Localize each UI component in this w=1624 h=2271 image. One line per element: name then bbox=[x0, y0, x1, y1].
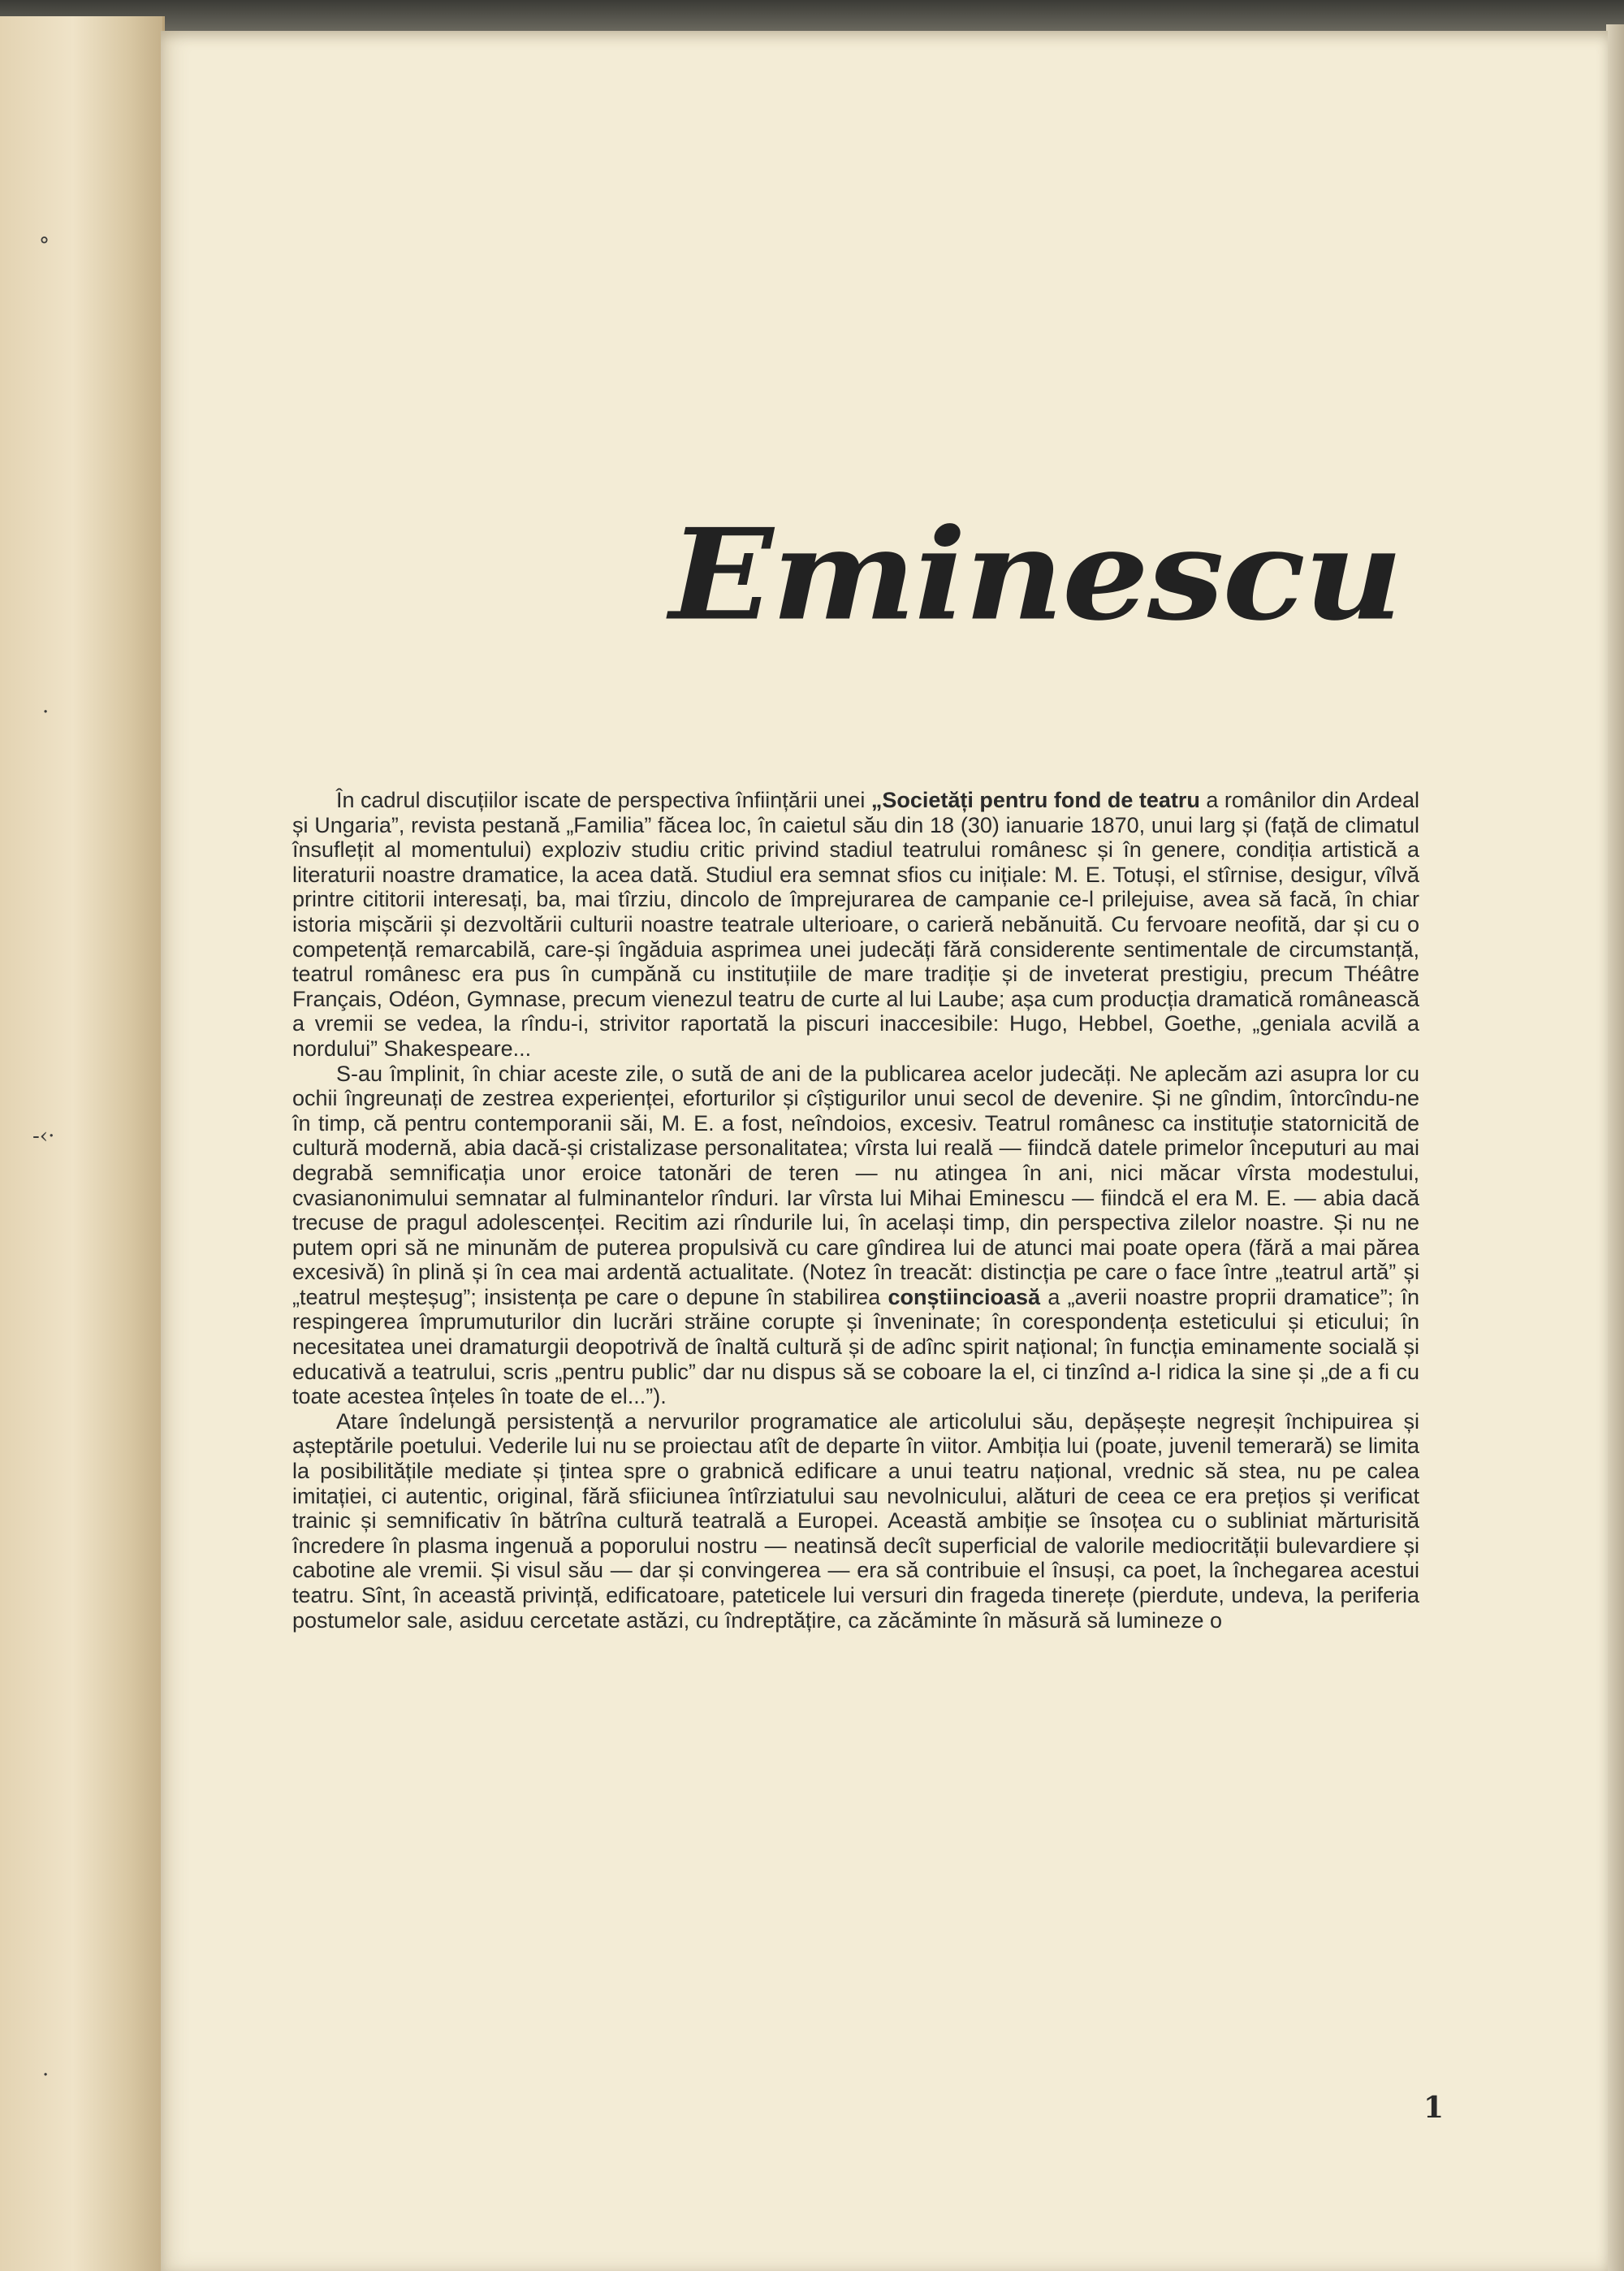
paragraph-3 bbox=[292, 1409, 1419, 1633]
binding-mark-3: -‹· bbox=[32, 1124, 55, 1148]
paragraph-text: În cadrul discuțiilor iscate de perspectiva înființării unei bbox=[336, 788, 871, 812]
paragraph-2 bbox=[292, 1062, 1419, 1409]
book-binding-edge bbox=[0, 16, 165, 2271]
paragraph-text: a românilor din Ardeal și Ungaria”, revista pestană „Familia” făcea loc, în caietul său din 18 (30) ianuarie 1870, unui larg și (față de climatul însuflețit al momentului) exploziv studiu critic privind stadiul teatrului românesc și în genere, condiția artistică a literaturii noastre dramatice, la acea dată. Studiul era semnat sfios cu inițiale: M. E. Totuși, el stîrnise, desigur, vîlvă printre cititorii interesați, ba, mai tîrziu, dincolo de împrejurarea de campanie ce-l prilejuise, avea să facă, în chiar istoria mișcării și dezvoltării culturii noastre teatrale ulterioare, o carieră nebănuită. Cu fervoare neofită, dar și cu o competență remarcabilă, care-și îngăduia asprimea unei judecăți fără considerente sentimentale de circumstanță, teatrul românesc era pus în cumpănă cu instituțiile de mare tradiție și de inveterat prestigiu, precum Théâtre Français, Odéon, Gymnase, precum vienezul teatru de curte al lui Laube; așa cum producția dramatică românească a vremii se vedea, la rîndu-i, strivitor raportată la piscuri inaccesibile: Hugo, Hebbel, Goethe, „geniala acvilă a nordului” Shakespeare... bbox=[292, 788, 1420, 1061]
paragraph-1 bbox=[292, 788, 1419, 1062]
binding-mark-1: ° bbox=[39, 234, 50, 258]
paragraph-text: S-au împlinit, în chiar aceste zile, o sută de ani de la publicarea acelor judecăți. Ne aplecăm azi asupra lor cu ochii îngreunați de zestrea experienței, eforturilor și cîștigurilor unui secol de devenire. Și ne gîndim, întorcîndu-ne în timp, că pentru contemporanii săi, M. E. a fost, neîndoios, excesiv. Teatrul românesc ca instituție statornicită de cultură modernă, abia dacă-și cristalizase personalitatea; vîrsta lui reală — fiindcă datele primelor începuturi au mai degrabă semnificația unor eroice tatonări de teren — nu atingea în ani, nici măcar vîrsta modestului, cvasianonimului semnatar al fulminantelor rînduri. Iar vîrsta lui Mihai Eminescu — fiindcă el era M. E. — abia dacă trecuse de pragul adolescenței. Recitim azi rîndurile lui, în același timp, din perspectiva zilelor noastre. Și nu ne putem opri să ne minunăm de puterea propulsivă cu care gîndirea lui de atunci mai poate opera (fără a mai părea excesivă) în plină și în cea mai ardentă actualitate. (Notez în treacăt: distincția pe care o face între „teatrul artă” și „teatrul meșteșug”; insistența pe care o depune în stabilirea bbox=[292, 1061, 1419, 1309]
page-number: 1 bbox=[1423, 2091, 1444, 2125]
bold-phrase: „Societăți pentru fond de teatru bbox=[870, 788, 1200, 812]
page-stack-edge bbox=[1606, 24, 1624, 2271]
bold-phrase: conștiincioasă bbox=[888, 1284, 1041, 1309]
binding-mark-2: · bbox=[42, 700, 50, 725]
paragraph-text: a „averii noastre proprii dramatice”; în respingerea împrumuturilor din lucrări străine corupte și înveninate; în corespondența esteticului și eticului; în necesitatea unei dramaturgii deopotrivă de înaltă cultură și de adînc spirit național; în funcția eminamente socială și educativă a teatrului, scris „pentru public” dar nu dispus să se coboare la el, ci tinzînd a-l ridica la sine și „de a fi cu toate acestea înțeles în toate de el...”). bbox=[292, 1284, 1419, 1409]
page-title: Eminescu bbox=[669, 500, 1402, 649]
binding-mark-4: · bbox=[42, 2063, 50, 2087]
body-text bbox=[292, 788, 1419, 1633]
scan-backdrop bbox=[0, 0, 1624, 32]
paragraph-text: Atare îndelungă persistență a nervurilor programatice ale articolului său, depășește negreșit închipuirea și așteptările poetului. Vederile lui nu se proiectau atît de departe în viitor. Ambiția lui (poate, juvenil temerară) se limita la posibilitățile mediate și țintea spre o grabnică edificare a unui teatru național, vrednic să stea, nu pe calea imitației, ci autentic, original, fără sfiiciunea întîrziatului sau nevolnicului, alături de ceea ce era prețios și verificat trainic și semnificativ în bătrîna cultură teatrală a Europei. Această ambiție se însoțea cu o subliniat mărturisită încredere în plasma ingenuă a poporului nostru — neatinsă decît superficial de valorile mediocrității bulevardiere și cabotine ale vremii. Și visul său — dar și convingerea — era să contribuie el însuși, ca poet, la închegarea acestui teatru. Sînt, în această privință, edificatoare, pateticele lui versuri din fragedа tinerețe (pierdute, undeva, la periferia postumelor sale, asiduu cercetate astăzi, cu îndreptățire, ca zăcăminte în măsură să lumineze o bbox=[292, 1408, 1419, 1633]
